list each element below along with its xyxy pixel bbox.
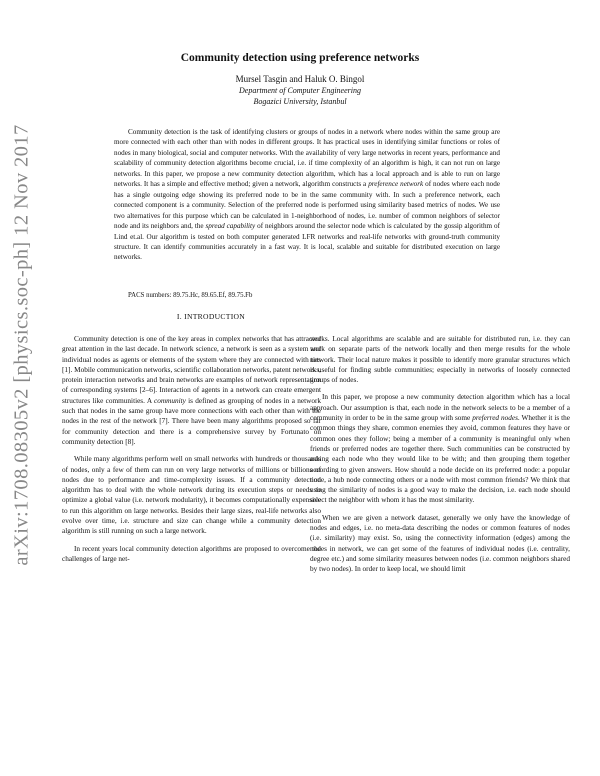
abstract-text: of nodes where each node has a single outgoing edge showing its preferred node to be in the same community with. In such a preference network, each connected component is a community. Selection of the preferred node is performed using similarity based metrics of nodes. We use two alternatives for this purpose which can be calculated in 1-neighborhood of nodes, i.e. number of common neighbors of selector node and its neighbors and, the [114,180,500,231]
paragraph [62,334,321,447]
affiliation-university: Bogazici University, Istanbul [253,97,347,106]
abstract-emphasis: preference network [368,180,424,189]
pacs-numbers: PACS numbers: 89.75.Hc, 89.65.Ef, 89.75.Fb [128,292,253,299]
paper-title: Community detection using preference networks [180,52,420,64]
paragraph: works. Local algorithms are scalable and are suitable for distributed run, i.e. they can work on separate parts of the network locally and then merge results for the whole network. Their local nature makes it possible to identify more granular structures which is useful for finding subtle communities; especially in networks of loosely connected groups of nodes. [310,335,570,385]
arxiv-identifier-sidebar [6,60,38,630]
paragraph: In recent years local community detection algorithms are proposed to overcome the challenges of large net- [62,544,321,563]
arxiv-identifier: arXiv:1708.08305v2 [physics.soc-ph] 12 Nov 2017 [10,124,33,566]
paragraph-text: Community detection is one of the key areas in complex networks that has attracted great attention in the last decade. In network science, a network is seen as a system and individual nodes as agents or elements of the system where they are connected with ties [1]. Mobile communication networks, scientific collaboration networks, patent networks, protein interaction networks and brain networks are examples of network representation of corresponding systems [2–6]. Interaction of agents in a network can create emergent structures like communities. A [62,335,321,405]
affiliation-department: Department of Computer Engineering [239,86,361,95]
paragraph: When we are given a network dataset, generally we only have the knowledge of nodes and edges, i.e. no meta-data describing the nodes or common features of nodes (i.e. similarity) may exist. So, using the connectivity information (edges) among the nodes in network, we can get some of the features of individual nodes (i.e. centrality, degree etc.) and some similarity measures between nodes (i.e. common neighbors shared by two nodes). In order to keep local, we should limit [310,513,570,574]
left-column [62,334,321,571]
paragraph [310,392,570,505]
paragraph-emphasis: preferred nodes [472,414,518,423]
paragraph-text: . Whether it is the common things they share, common enemies they avoid, common features they have or common ones they follow; being a member of a community is meaningful only when friends or preferred nodes are together there. Such communities can be constructed by asking each node who they would like to be with; and then grouping them together according to given answers. How should a node decide on its preferred node: a popular node, a hub node connecting others or a node with most common friends? We think that using the similarity of nodes is a good way to make the decision, i.e. each node should select the neighbor with whom it has the most similarity. [310,414,570,505]
abstract [114,127,500,263]
paragraph-text: is defined as grouping of nodes in a network such that nodes in the same group have more connections with each other than with the nodes in the rest of the network [7]. There have been many algorithms proposed so far for community detection and there is a comprehensive survey by Fortunato on community detection [8]. [62,396,321,446]
section-heading: I. INTRODUCTION [176,312,246,321]
paragraph: While many algorithms perform well on small networks with hundreds or thousands of nodes, only a few of them can run on very large networks of millions or billions of nodes due to performance and time-complexity issues. If a community detection algorithm has to deal with the whole network during its execution steps or needs to optimize a global value (i.e. network modularity), it becomes computationally expensive to run this algorithm on large networks. Besides their large sizes, real-life networks also evolve over time, i.e. structure and size can change while a community detection algorithm is still running on such a large network. [62,455,321,536]
abstract-text: of neighbors around the selector node which is calculated by the gossip algorithm of Lind et.al. Our algorithm is tested on both computer generated LFR networks and real-life networks with ground-truth community structure. It can identify communities accurately in a fast way. It is local, scalable and suitable for distributed execution on large networks. [114,222,500,262]
paper-authors: Mursel Tasgin and Haluk O. Bingol [235,74,365,84]
paragraph-emphasis: community [154,396,186,405]
abstract-text: Community detection is the task of identifying clusters or groups of nodes in a network where nodes within the same group are more connected with each other than with nodes in different groups. It has practical uses in identifying similar functions or roles of nodes in many biological, social and computer networks. With the availability of very large networks in recent years, performance and scalability of community detection algorithms become crucial, i.e. if time complexity of an algorithm is high, it can not run on large networks. In this paper, we propose a new community detection algorithm, which has a local approach and is able to run on large networks. It has a simple and effective method; given a network, algorithm constructs a [114,128,500,189]
abstract-emphasis: spread capability [205,222,256,231]
right-column [310,334,570,582]
paragraph-text: In this paper, we propose a new community detection algorithm which has a local approach. Our assumption is that, each node in the network selects to be a member of a community in order to be in the same group with some [310,393,570,423]
